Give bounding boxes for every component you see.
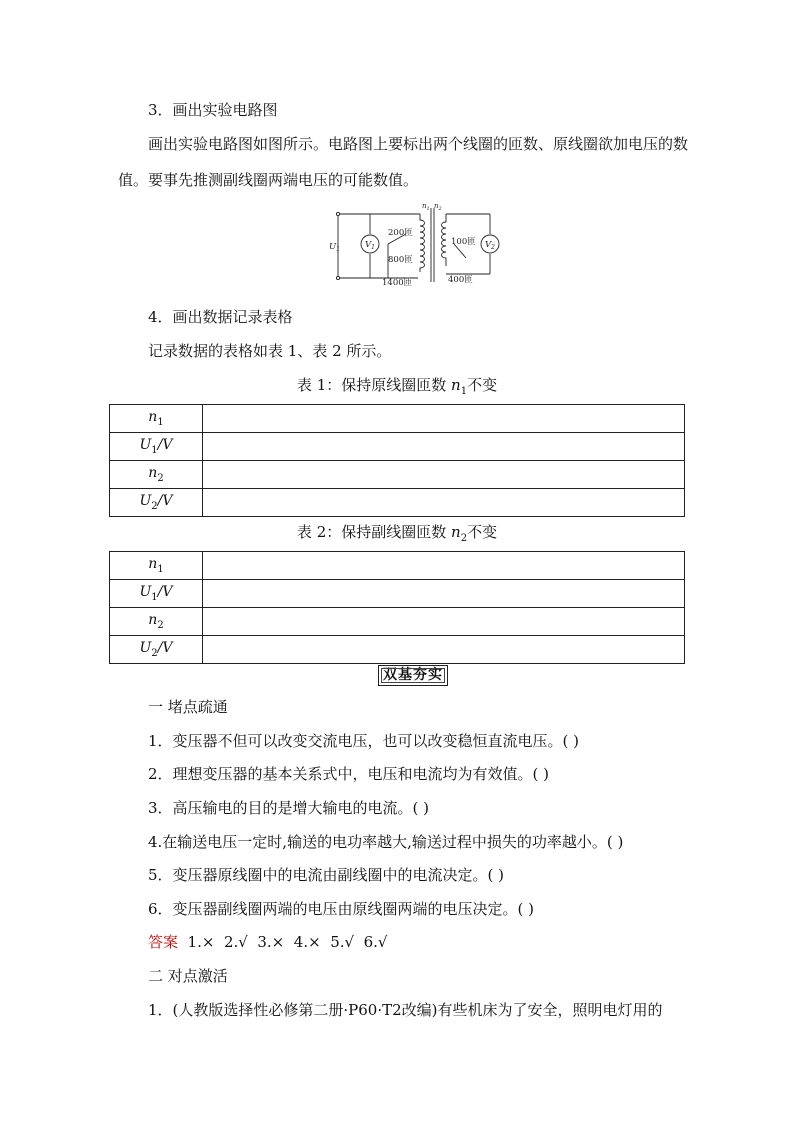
section-3-heading: 3．画出实验电路图 <box>148 101 278 119</box>
table-row <box>110 461 685 489</box>
empty-cell[interactable] <box>203 608 685 636</box>
row-header: $n_1$ <box>110 405 203 433</box>
empty-cell[interactable] <box>203 461 685 489</box>
empty-cell[interactable] <box>203 433 685 461</box>
answer-line <box>148 932 387 952</box>
table-row <box>110 552 685 580</box>
row-header: $n_1$ <box>110 552 203 580</box>
empty-cell[interactable] <box>203 489 685 517</box>
row-header: $n_2$ <box>110 608 203 636</box>
u1-label: $U_1$ <box>329 242 340 253</box>
table-row <box>110 580 685 608</box>
question-item: 3．高压输电的目的是增大输电的电流。( ) <box>148 799 430 817</box>
answer-text: 1.× 2.√ 3.× 4.× 5.√ 6.√ <box>178 933 388 951</box>
terminal-top <box>336 212 339 215</box>
table-row <box>110 405 685 433</box>
table-2-caption: 表 2：保持副线圈匝数 $n_2$不变 <box>296 523 498 544</box>
v2-label: $V_2$ <box>485 240 495 251</box>
question-item: 1．(人教版选择性必修第二册·P60·T2改编)有些机床为了安全，照明电灯用的 <box>148 1001 663 1019</box>
table-1-caption: 表 1：保持原线圈匝数 $n_1$不变 <box>296 376 498 397</box>
question-item: 1．变压器不但可以改变交流电压，也可以改变稳恒直流电压。( ) <box>148 732 580 750</box>
section-badge: 双基夯实 <box>378 665 448 686</box>
tap-400-label: 400匝 <box>448 275 473 285</box>
n1-label: $n_1$ <box>422 202 430 212</box>
question-item: 2．理想变压器的基本关系式中，电压和电流均为有效值。( ) <box>148 765 550 783</box>
row-header: $U_2/V$ <box>110 489 203 517</box>
tap-100-label: 100匝 <box>451 237 476 247</box>
row-header: $n_2$ <box>110 461 203 489</box>
section-3-paragraph: 画出实验电路图如图所示。电路图上要标出两个线圈的匝数、原线圈欲加电压的数值。要事先推测副线圈两端电压的可能数值。 <box>118 135 689 189</box>
n2-label: $n_2$ <box>434 202 442 212</box>
section-4-heading: 4．画出数据记录表格 <box>148 308 293 326</box>
question-item: 6．变压器副线圈两端的电压由原线圈两端的电压决定。( ) <box>148 900 535 918</box>
terminal-bottom <box>336 276 339 279</box>
row-header: $U_2/V$ <box>110 636 203 664</box>
empty-cell[interactable] <box>203 580 685 608</box>
question-item: 5．变压器原线圈中的电流由副线圈中的电流决定。( ) <box>148 866 505 884</box>
empty-cell[interactable] <box>203 636 685 664</box>
table-1 <box>109 404 685 517</box>
answer-label: 答案 <box>148 933 179 951</box>
section-4-paragraph: 记录数据的表格如表 1、表 2 所示。 <box>148 342 392 360</box>
table-row <box>110 489 685 517</box>
table-row <box>110 608 685 636</box>
transformer-circuit-diagram <box>330 198 500 290</box>
secondary-coil <box>442 214 447 266</box>
part-1-heading: 一 堵点疏通 <box>148 698 228 716</box>
part-2-heading: 二 对点激活 <box>148 967 228 985</box>
table-2 <box>109 551 685 664</box>
tap-800-label: 800匝 <box>388 255 413 265</box>
table-row <box>110 433 685 461</box>
table-row <box>110 636 685 664</box>
v1-label: $V_1$ <box>365 240 375 251</box>
tap-200-label: 200匝 <box>388 228 413 238</box>
empty-cell[interactable] <box>203 552 685 580</box>
tap-1400-label: 1400匝 <box>382 278 413 288</box>
question-item: 4.在输送电压一定时,输送的电功率越大,输送过程中损失的功率越小。( ) <box>148 833 624 851</box>
empty-cell[interactable] <box>203 405 685 433</box>
row-header: $U_1/V$ <box>110 580 203 608</box>
row-header: $U_1/V$ <box>110 433 203 461</box>
primary-coil <box>420 214 425 272</box>
